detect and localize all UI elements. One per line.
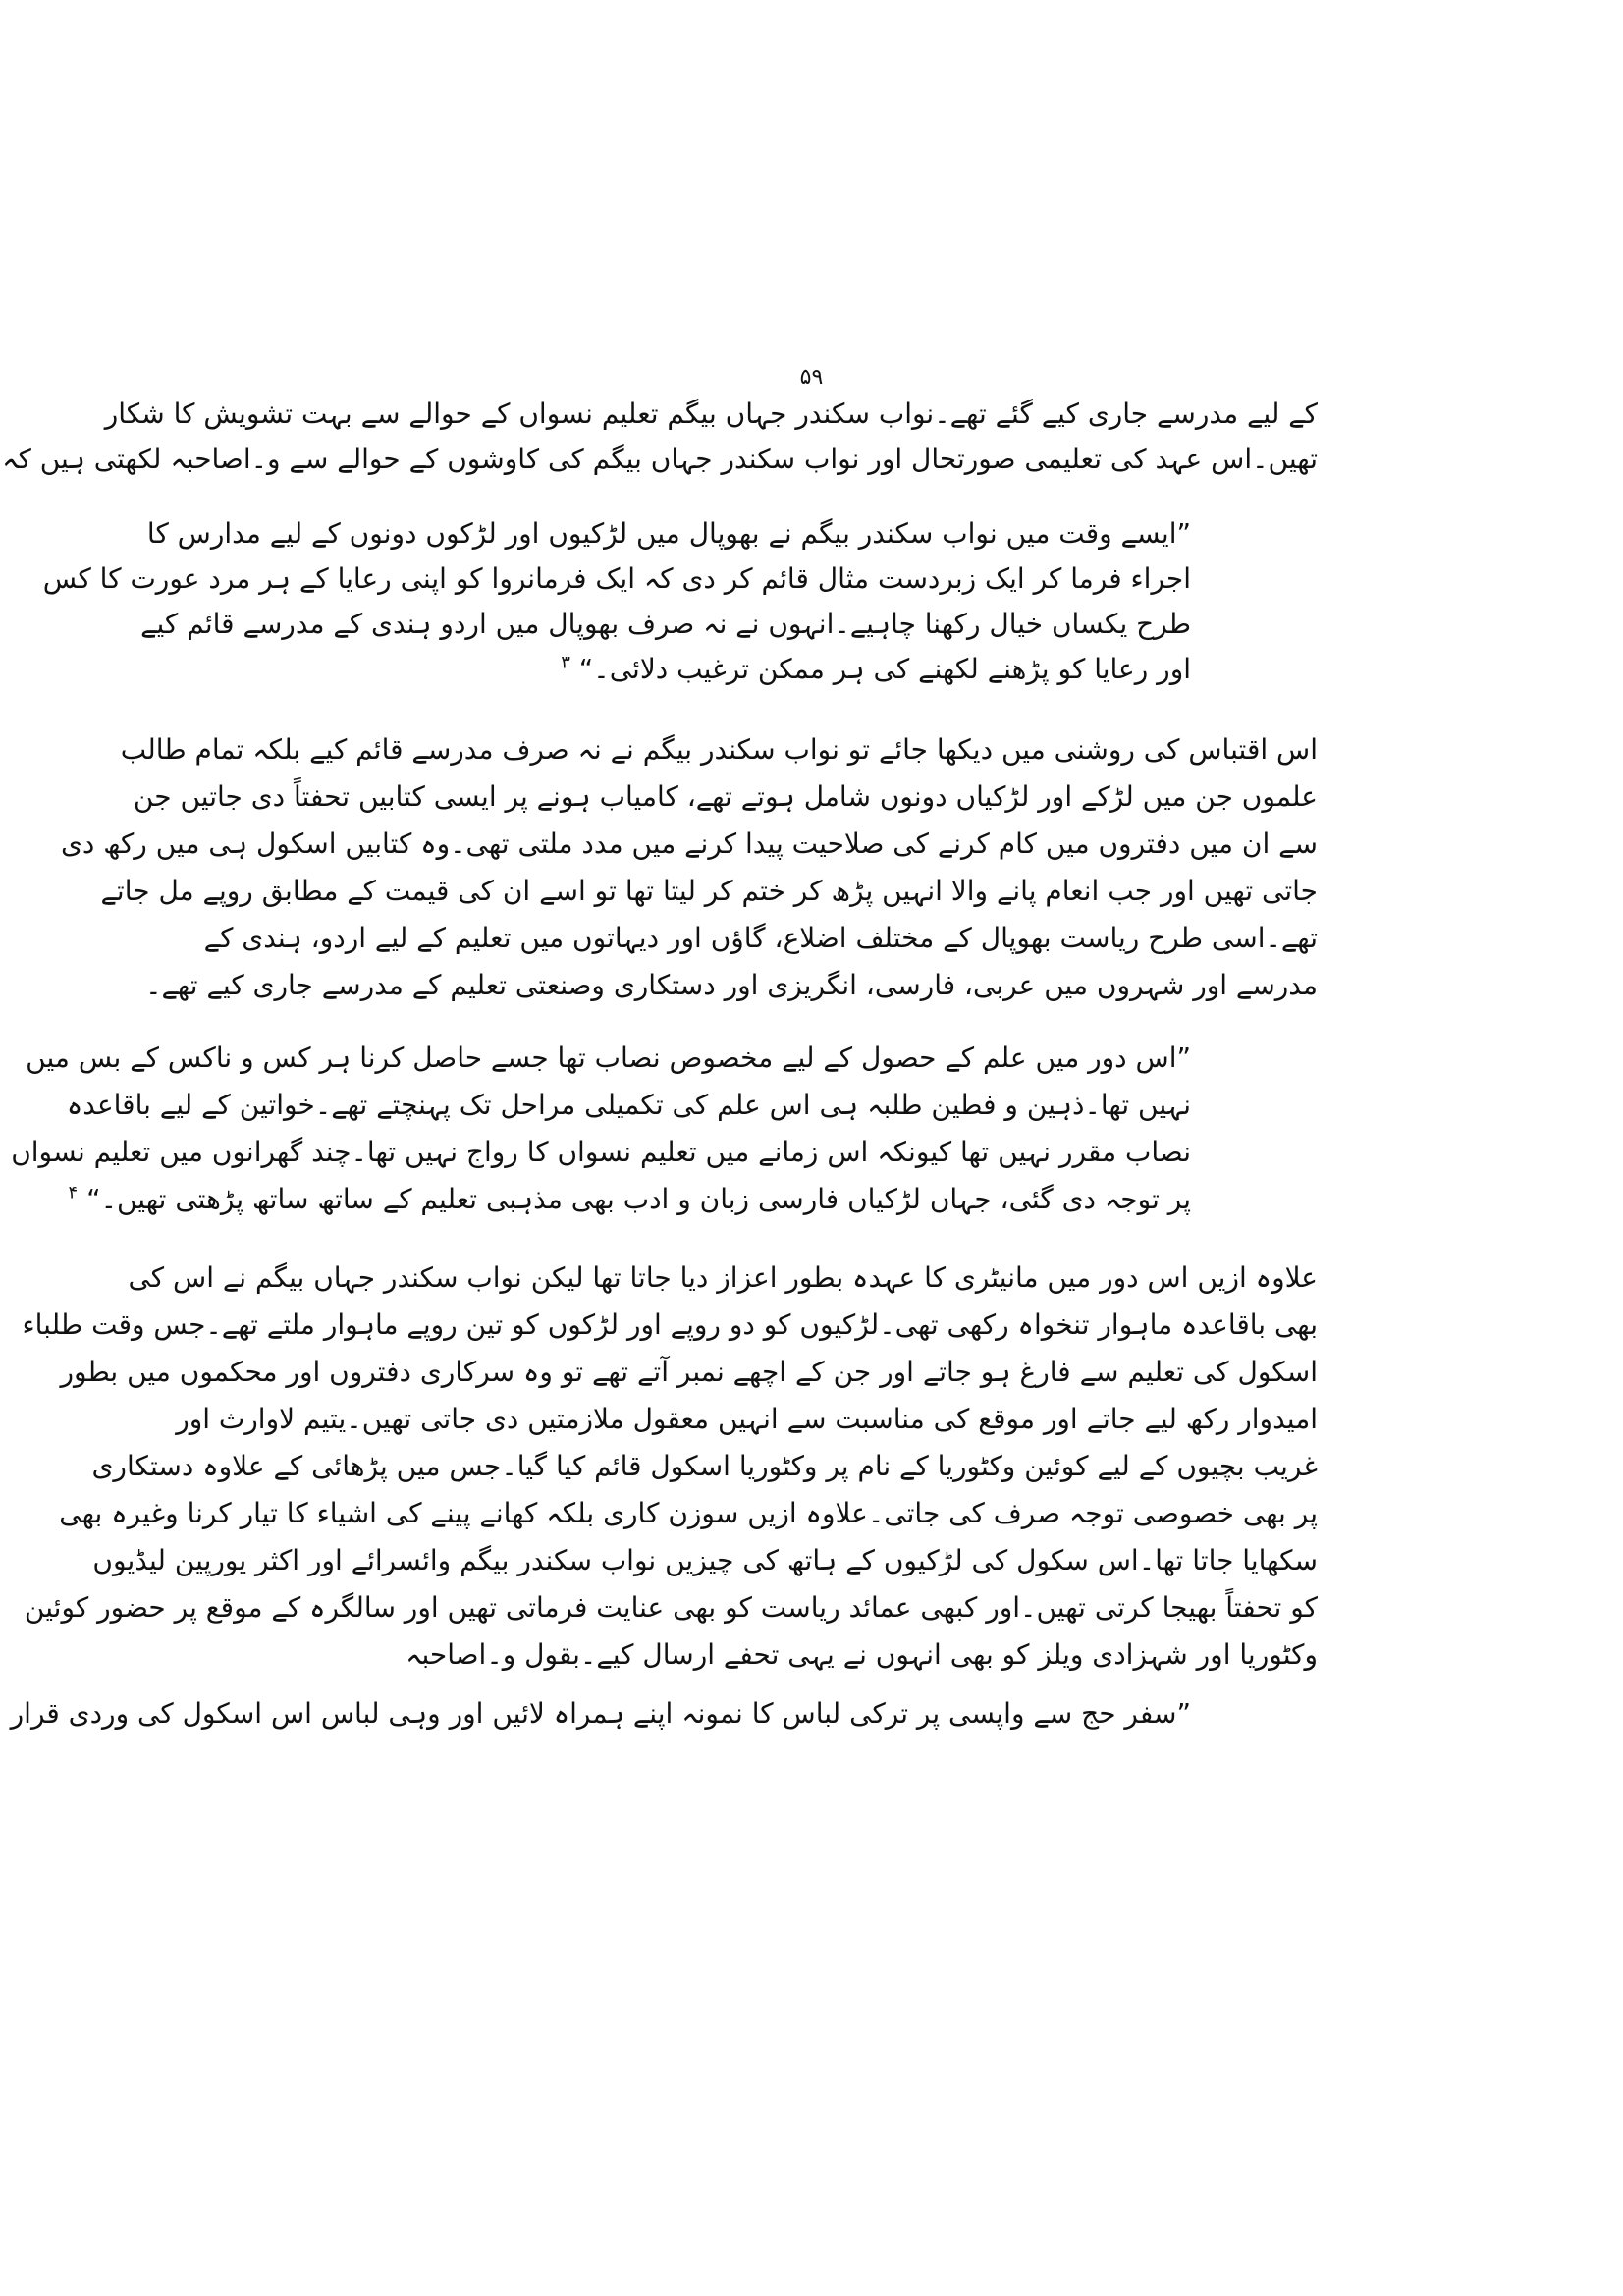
paragraph-3-line-3: اسکول کی تعلیم سے فارغ ہو جاتے اور جن کے اچھے نمبر آتے تھے تو وہ سرکاری دفتروں اور محکموں میں بطور — [60, 1356, 1318, 1388]
paragraph-3-line-6: پر بھی خصوصی توجہ صرف کی جاتی۔علاوہ ازیں سوزن کاری بلکہ کھانے پینے کی اشیاء کا تیار کرنا وغیرہ بھی — [59, 1497, 1318, 1529]
quote-3-line-1: ”سفر حج سے واپسی پر ترکی لباس کا نمونہ اپنے ہمراہ لائیں اور وہی لباس اس اسکول کی وردی قرار — [10, 1697, 1191, 1730]
paragraph-2-line-2: علموں جن میں لڑکے اور لڑکیاں دونوں شامل ہوتے تھے، کامیاب ہونے پر ایسی کتابیں تحفتاً دی جاتیں جن — [133, 780, 1318, 813]
page-number: ۵۹ — [799, 365, 824, 390]
footnote-marker-3: ۳ — [561, 652, 570, 673]
quote-2-line-3: نصاب مقرر نہیں تھا کیونکہ اس زمانے میں تعلیم نسواں کا رواج نہیں تھا۔چند گھرانوں میں تعلیم نسواں — [11, 1136, 1191, 1168]
paragraph-3-line-4: امیدوار رکھ لیے جاتے اور موقع کی مناسبت سے انہیں معقول ملازمتیں دی جاتی تھیں۔یتیم لاوارث اور — [176, 1403, 1318, 1435]
quote-1-line-4-text: اور رعایا کو پڑھنے لکھنے کی ہر ممکن ترغیب دلائی۔“ — [578, 653, 1191, 685]
paragraph-3-line-2: بھی باقاعدہ ماہوار تنخواہ رکھی تھی۔لڑکیوں کو دو روپے اور لڑکوں کو تین روپے ماہوار ملتے تھے۔جس وقت طلباء — [22, 1308, 1318, 1341]
quote-1-line-2: اجراء فرما کر ایک زبردست مثال قائم کر دی کہ ایک فرمانروا کو اپنی رعایا کے ہر مرد عورت کا کس — [42, 562, 1191, 595]
quote-1-line-1: ”ایسے وقت میں نواب سکندر بیگم نے بھوپال میں لڑکیوں اور لڑکوں دونوں کے لیے مدارس کا — [146, 517, 1191, 550]
quote-1-line-4 — [356, 648, 1191, 691]
paragraph-3-line-9: وکٹوریا اور شہزادی ویلز کو بھی انہوں نے یہی تحفے ارسال کیے۔بقول و۔اصاحبہ — [406, 1638, 1318, 1671]
paragraph-2-line-3: سے ان میں دفتروں میں کام کرنے کی صلاحیت پیدا کرنے میں مدد ملتی تھی۔وہ کتابیں اسکول ہی میں رکھ دی — [60, 828, 1318, 860]
paragraph-3-line-5: غریب بچیوں کے لیے کوئین وکٹوریا کے نام پر وکٹوریا اسکول قائم کیا گیا۔جس میں پڑھائی کے علاوہ دستکاری — [91, 1450, 1318, 1482]
paragraph-1-line-1: کے لیے مدرسے جاری کیے گئے تھے۔نواب سکندر جہاں بیگم تعلیم نسواں کے حوالے سے بہت تشویش کا شکار — [104, 398, 1318, 430]
paragraph-3-line-8: کو تحفتاً بھیجا کرتی تھیں۔اور کبھی عمائد ریاست کو بھی عنایت فرماتی تھیں اور سالگرہ کے موقع پر حضور کوئین — [24, 1591, 1318, 1624]
quote-2-line-4 — [68, 1178, 1191, 1221]
paragraph-3-line-7: سکھایا جاتا تھا۔اس سکول کی لڑکیوں کے ہاتھ کی چیزیں نواب سکندر بیگم وائسرائے اور اکثر یورپین لیڈیوں — [92, 1544, 1318, 1576]
quote-1-line-3: طرح یکساں خیال رکھنا چاہیے۔انہوں نے نہ صرف بھوپال میں اردو ہندی کے مدرسے قائم کیے — [140, 608, 1191, 640]
paragraph-2-line-1: اس اقتباس کی روشنی میں دیکھا جائے تو نواب سکندر بیگم نے نہ صرف مدرسے قائم کیے بلکہ تمام طالب — [120, 733, 1318, 766]
paragraph-3-line-1: علاوہ ازیں اس دور میں مانیٹری کا عہدہ بطور اعزاز دیا جاتا تھا لیکن نواب سکندر جہاں بیگم نے اس کی — [128, 1261, 1318, 1294]
paragraph-2-line-6: مدرسے اور شہروں میں عربی، فارسی، انگریزی اور دستکاری وصنعتی تعلیم کے مدرسے جاری کیے تھے۔ — [145, 969, 1318, 1001]
quote-2-line-1: ”اس دور میں علم کے حصول کے لیے مخصوص نصاب تھا جسے حاصل کرنا ہر کس و ناکس کے بس میں — [26, 1041, 1191, 1074]
paragraph-2-line-4: جاتی تھیں اور جب انعام پانے والا انہیں پڑھ کر ختم کر لیتا تھا تو اسے ان کی قیمت کے مطابق روپے مل جاتے — [100, 875, 1318, 907]
paragraph-1-line-2: تھیں۔اس عہد کی تعلیمی صورتحال اور نواب سکندر جہاں بیگم کی کاوشوں کے حوالے سے و۔اصاحبہ لکھتی ہیں کہ — [2, 443, 1318, 475]
quote-2-line-2: نہیں تھا۔ذہین و فطین طلبہ ہی اس علم کی تکمیلی مراحل تک پہنچتے تھے۔خواتین کے لیے باقاعدہ — [66, 1089, 1191, 1121]
footnote-marker-4: ۴ — [68, 1182, 79, 1203]
paragraph-2-line-5: تھے۔اسی طرح ریاست بھوپال کے مختلف اضلاع، گاؤں اور دیہاتوں میں تعلیم کے لیے اردو، ہندی کے — [203, 922, 1318, 954]
quote-2-line-4-text: پر توجہ دی گئی، جہاں لڑکیاں فارسی زبان و ادب بھی مذہبی تعلیم کے ساتھ ساتھ پڑھتی تھیں۔“ — [86, 1183, 1191, 1215]
